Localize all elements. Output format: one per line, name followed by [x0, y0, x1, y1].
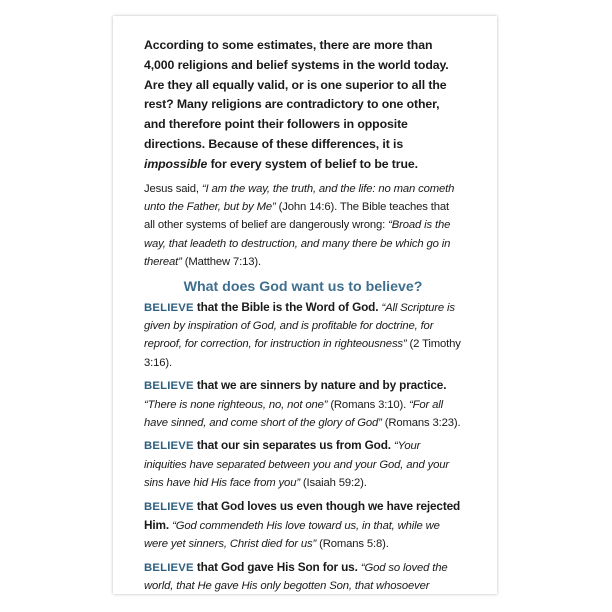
- belief-quote: “Your iniquities have separated between you and your God, and your sins have hid His face from you”: [144, 440, 450, 490]
- belief-quote: “All Scripture is given by inspiration of God, and is profitable for doctrine, for reproof, for correction, for instruction in righteousness”: [144, 301, 455, 351]
- jesus-said-lead: Jesus said,: [144, 182, 202, 195]
- intro-text: According to some estimates, there are more than 4,000 religions and belief systems in the world today. Are they all equally valid, or is one superior to all the rest? Many religions are contradictory to one other, and therefore point their followers in opposite directions. Because of these differences, it is: [144, 38, 449, 151]
- beliefs-list: [144, 298, 462, 594]
- belief-quote: “God commendeth His love toward us, in that, while we were yet sinners, Christ died for us”: [144, 520, 440, 551]
- belief-reference: (Romans 5:8).: [316, 538, 389, 551]
- believe-keyword: BELIEVE: [144, 380, 194, 393]
- belief-reference: (Isaiah 59:2).: [299, 477, 367, 490]
- belief-item: [144, 436, 462, 492]
- belief-quote: “God so loved the world, that He gave His only begotten Son, that whosoever: [144, 561, 448, 593]
- john-quote: “I am the way, the truth, and the life: no man cometh unto the Father, but by Me”: [144, 182, 455, 213]
- belief-item: [144, 497, 462, 554]
- jesus-said-paragraph: [144, 180, 462, 272]
- belief-quote: “There is none righteous, no, not one”: [144, 398, 328, 411]
- belief-reference: (Romans 3:10).: [327, 398, 410, 411]
- belief-statement: that God gave His Son for us.: [193, 559, 361, 574]
- john-reference: (John 14:6). The Bible teaches that all other systems of belief are dangerously wrong:: [144, 200, 449, 232]
- belief-statement: that the Bible is the Word of God.: [193, 299, 382, 314]
- tract-page: [113, 16, 497, 594]
- belief-item: [144, 558, 462, 594]
- intro-text-end: for every system of belief to be true.: [207, 156, 418, 171]
- believe-keyword: BELIEVE: [144, 500, 194, 513]
- belief-item: [144, 298, 462, 373]
- belief-reference: (2 Timothy 3:16).: [144, 338, 461, 369]
- matthew-quote: “Broad is the way, that leadeth to destruction, and many there be which go in thereat”: [144, 219, 451, 269]
- intro-paragraph: [144, 36, 462, 175]
- belief-item: [144, 376, 462, 432]
- matthew-reference: (Matthew 7:13).: [181, 256, 261, 269]
- belief-statement: that our sin separates us from God.: [193, 438, 395, 453]
- belief-statement: that we are sinners by nature and by practice.: [193, 378, 447, 393]
- section-heading: What does God want us to believe?: [183, 278, 423, 295]
- intro-emphasis: impossible: [144, 156, 208, 171]
- believe-keyword: BELIEVE: [144, 301, 194, 314]
- believe-keyword: BELIEVE: [144, 561, 194, 574]
- belief-statement: that God loves us even though we have rejected Him.: [144, 498, 461, 533]
- page-content: [144, 36, 462, 594]
- belief-reference-second: (Romans 3:23).: [381, 417, 461, 430]
- believe-keyword: BELIEVE: [144, 440, 194, 453]
- belief-quote-second: “For all have sinned, and come short of the glory of God”: [144, 398, 444, 430]
